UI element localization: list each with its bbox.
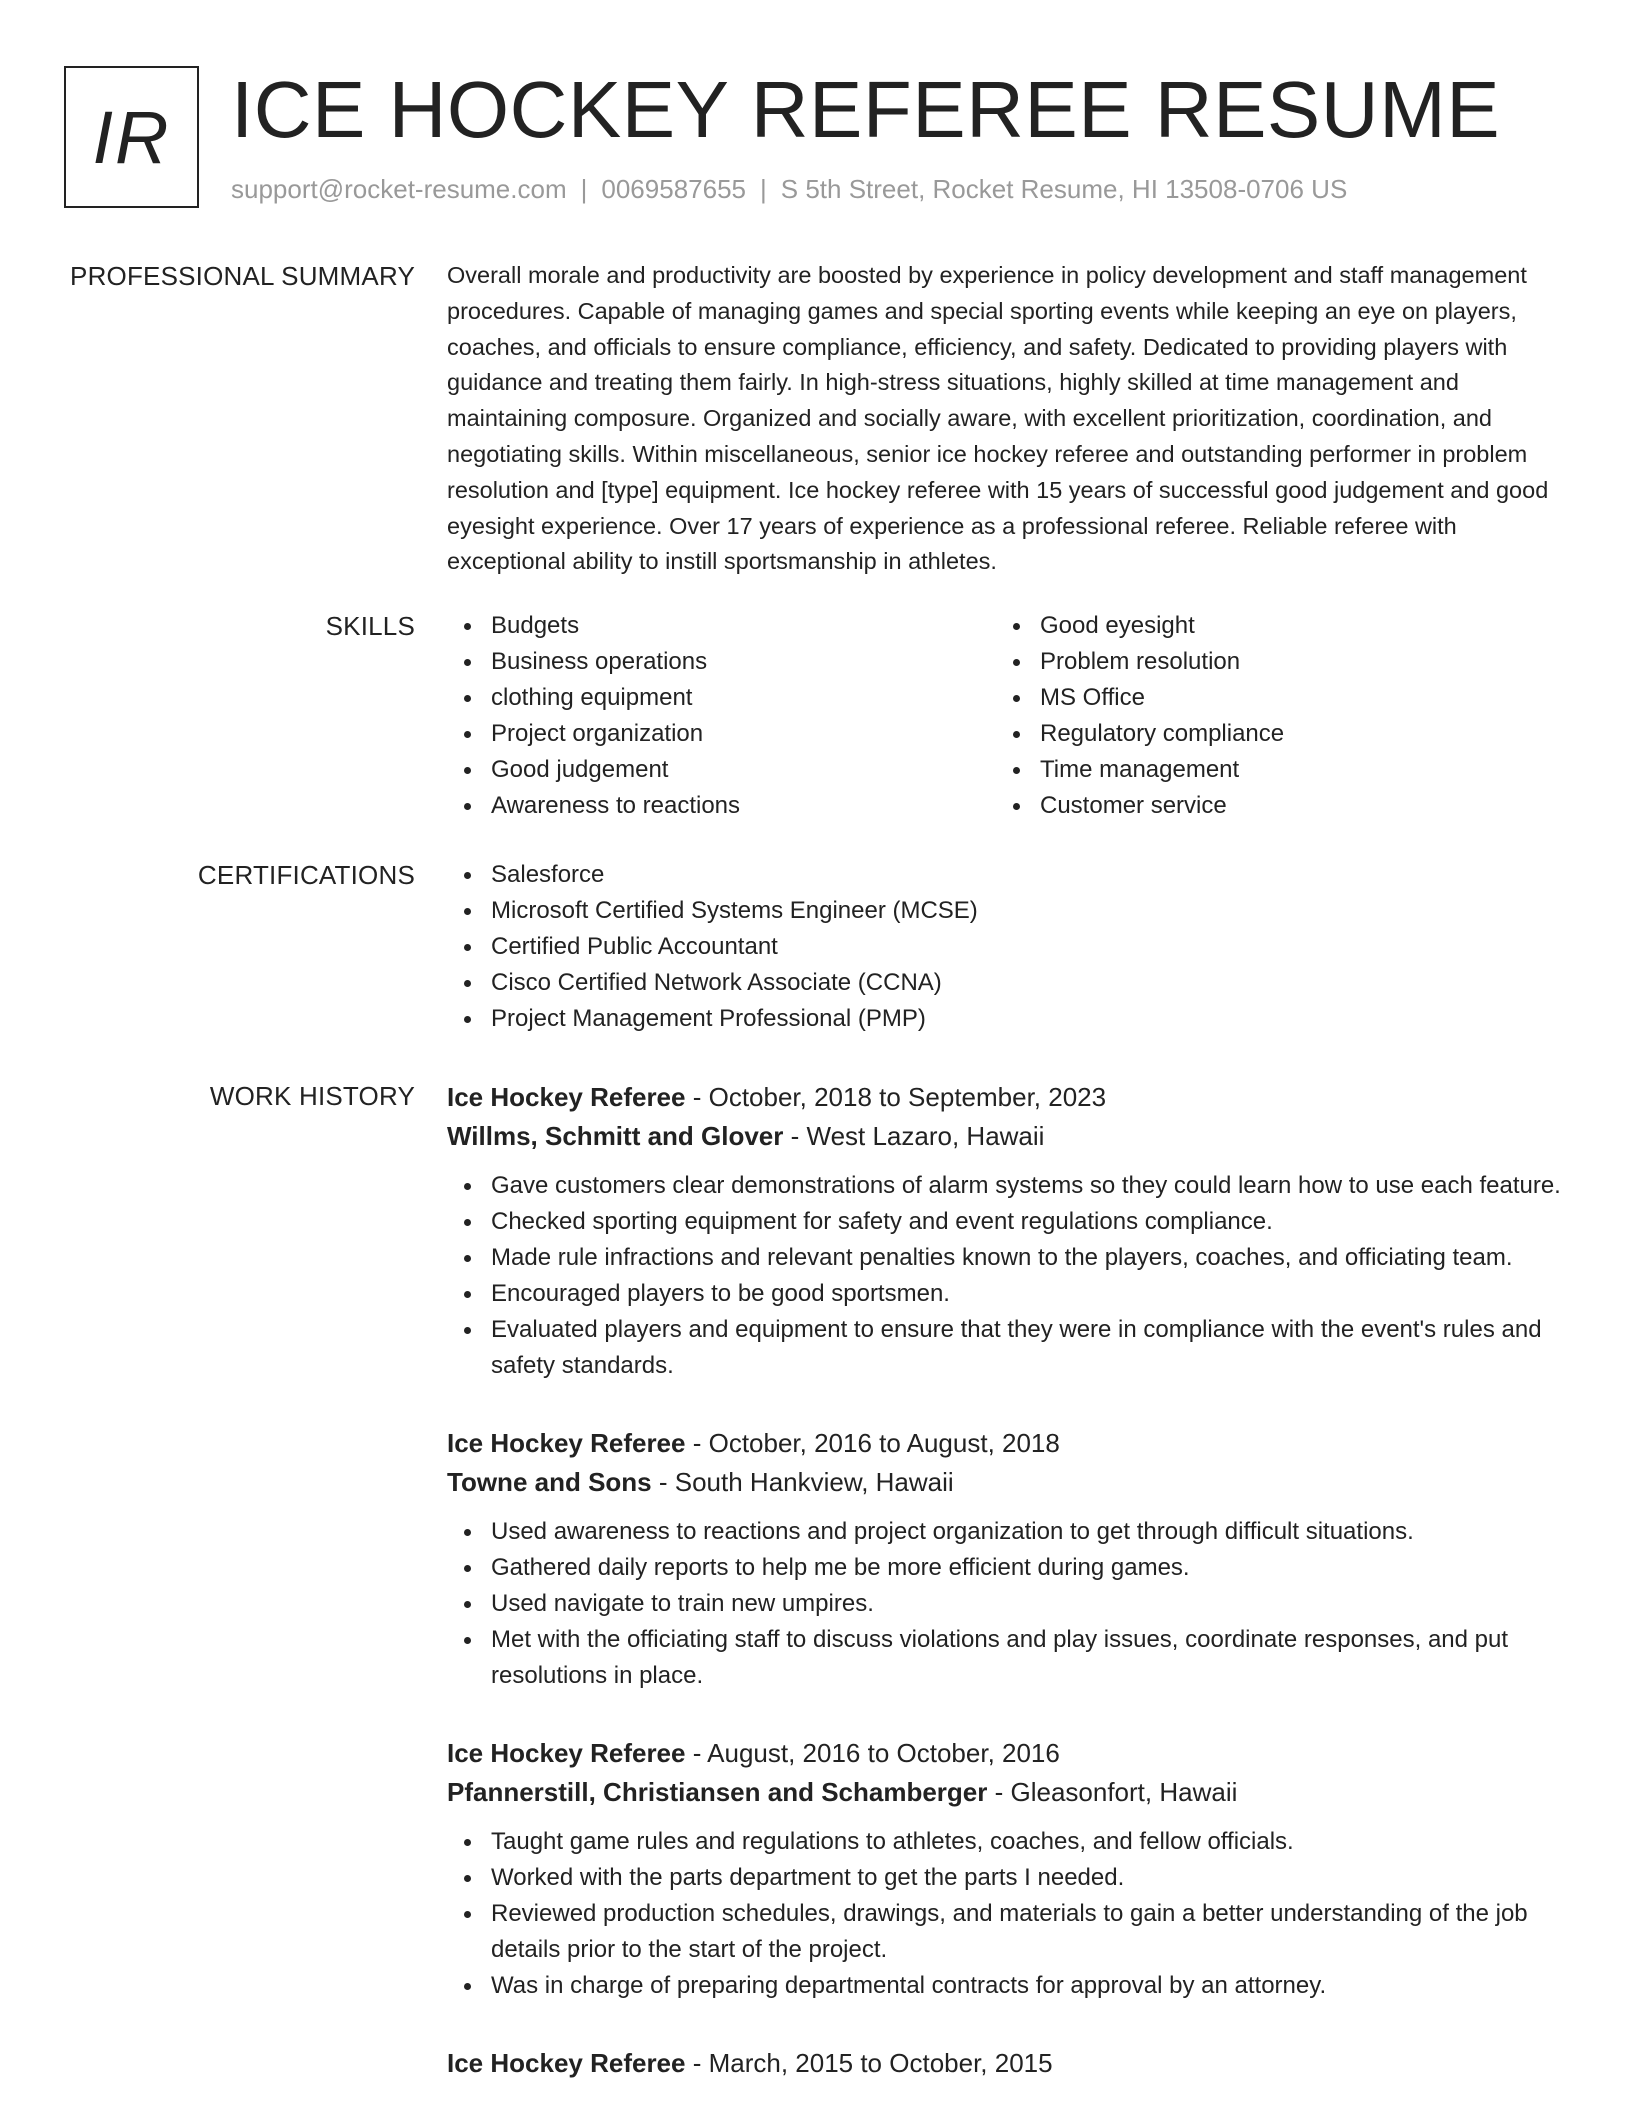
job-company-line <box>447 1117 1568 1156</box>
job-duty: Reviewed production schedules, drawings, and materials to gain a better understanding of the job details prior to the start of the project. <box>447 1896 1568 1968</box>
job-duty: Taught game rules and regulations to athletes, coaches, and fellow officials. <box>447 1824 1568 1860</box>
skills-heading: SKILLS <box>325 611 415 641</box>
job-title-line <box>447 1424 1568 1463</box>
job-duties <box>447 1168 1568 1384</box>
monogram-badge: IR <box>64 66 199 208</box>
job-company: Pfannerstill, Christiansen and Schamberger <box>447 1777 988 1807</box>
job-duty: Was in charge of preparing departmental contracts for approval by an attorney. <box>447 1968 1568 2004</box>
job-entry <box>447 2044 1568 2083</box>
job-company: Towne and Sons <box>447 1467 652 1497</box>
contact-email[interactable]: support@rocket-resume.com <box>231 174 567 204</box>
skills-column-right <box>996 608 1545 824</box>
skill-item: Time management <box>996 752 1545 788</box>
job-duty: Met with the officiating staff to discuss violations and play issues, coordinate responses, and put resolutions in place. <box>447 1622 1568 1694</box>
certification-item: Salesforce <box>447 857 1568 893</box>
skill-item: MS Office <box>996 680 1545 716</box>
resume-header <box>64 66 1564 210</box>
job-duty: Used awareness to reactions and project organization to get through difficult situations. <box>447 1514 1568 1550</box>
job-duties <box>447 1824 1568 2004</box>
certification-item: Project Management Professional (PMP) <box>447 1001 1568 1037</box>
job-duties <box>447 1514 1568 1694</box>
skills-list <box>447 608 1568 824</box>
job-dates: - October, 2018 to September, 2023 <box>685 1082 1107 1112</box>
job-dates: - October, 2016 to August, 2018 <box>685 1428 1060 1458</box>
job-dates: - March, 2015 to October, 2015 <box>685 2048 1053 2078</box>
resume-title: ICE HOCKEY REFEREE RESUME <box>231 65 1501 154</box>
skill-item: Budgets <box>447 608 996 644</box>
job-duty: Used navigate to train new umpires. <box>447 1586 1568 1622</box>
contact-line <box>231 174 1347 205</box>
job-title-line <box>447 1078 1568 1117</box>
job-title: Ice Hockey Referee <box>447 1082 686 1112</box>
certification-item: Certified Public Accountant <box>447 929 1568 965</box>
job-title: Ice Hockey Referee <box>447 1428 686 1458</box>
job-company-line <box>447 1773 1568 1812</box>
certifications-list <box>447 857 1568 1037</box>
certification-item: Cisco Certified Network Associate (CCNA) <box>447 965 1568 1001</box>
skill-item: Customer service <box>996 788 1545 824</box>
job-duty: Gave customers clear demonstrations of alarm systems so they could learn how to use each feature. <box>447 1168 1568 1204</box>
job-dates: - August, 2016 to October, 2016 <box>685 1738 1060 1768</box>
contact-separator: | <box>580 174 588 204</box>
summary-text: Overall morale and productivity are boosted by experience in policy development and staff management procedures. Capable of managing games and special sporting events while keeping an eye on players, coaches, and officials to ensure compliance, efficiency, and safety. Dedicated to providing players with guidance and treating them fairly. In high-stress situations, highly skilled at time management and maintaining composure. Organized and socially aware, with excellent prioritization, coordination, and negotiating skills. Within miscellaneous, senior ice hockey referee and outstanding performer in problem resolution and [type] equipment. Ice hockey referee with 15 years of successful good judgement and good eyesight experience. Over 17 years of experience as a professional referee. Reliable referee with exceptional ability to instill sportsmanship in athletes. <box>447 262 1549 575</box>
job-entry <box>447 1734 1568 2004</box>
contact-phone: 0069587655 <box>601 174 746 204</box>
job-title-line <box>447 1734 1568 1773</box>
skill-item: Problem resolution <box>996 644 1545 680</box>
job-title: Ice Hockey Referee <box>447 2048 686 2078</box>
job-entry <box>447 1424 1568 1694</box>
job-duty: Encouraged players to be good sportsmen. <box>447 1276 1568 1312</box>
job-duty: Gathered daily reports to help me be more efficient during games. <box>447 1550 1568 1586</box>
job-entry <box>447 1078 1568 1384</box>
job-duty: Checked sporting equipment for safety and event regulations compliance. <box>447 1204 1568 1240</box>
job-duty: Made rule infractions and relevant penalties known to the players, coaches, and officiating team. <box>447 1240 1568 1276</box>
certification-item: Microsoft Certified Systems Engineer (MCSE) <box>447 893 1568 929</box>
work-history-list <box>447 1078 1568 2112</box>
contact-address: S 5th Street, Rocket Resume, HI 13508-0706 US <box>780 174 1348 204</box>
skill-item: Good judgement <box>447 752 996 788</box>
certifications-heading: CERTIFICATIONS <box>197 860 415 890</box>
job-company-line <box>447 1463 1568 1502</box>
job-location: - Gleasonfort, Hawaii <box>987 1777 1238 1807</box>
skill-item: Regulatory compliance <box>996 716 1545 752</box>
job-duty: Evaluated players and equipment to ensure that they were in compliance with the event's rules and safety standards. <box>447 1312 1568 1384</box>
skills-column-left <box>447 608 996 824</box>
contact-separator: | <box>760 174 767 204</box>
skill-item: Good eyesight <box>996 608 1545 644</box>
job-duty: Worked with the parts department to get the parts I needed. <box>447 1860 1568 1896</box>
job-title-line <box>447 2044 1568 2083</box>
skill-item: Business operations <box>447 644 996 680</box>
job-company: Willms, Schmitt and Glover <box>447 1121 784 1151</box>
skill-item: Awareness to reactions <box>447 788 996 824</box>
skill-item: clothing equipment <box>447 680 996 716</box>
job-location: - South Hankview, Hawaii <box>651 1467 954 1497</box>
skill-item: Project organization <box>447 716 996 752</box>
job-location: - West Lazaro, Hawaii <box>783 1121 1045 1151</box>
work-history-heading: WORK HISTORY <box>209 1081 415 1111</box>
summary-heading: PROFESSIONAL SUMMARY <box>70 261 415 291</box>
job-title: Ice Hockey Referee <box>447 1738 686 1768</box>
